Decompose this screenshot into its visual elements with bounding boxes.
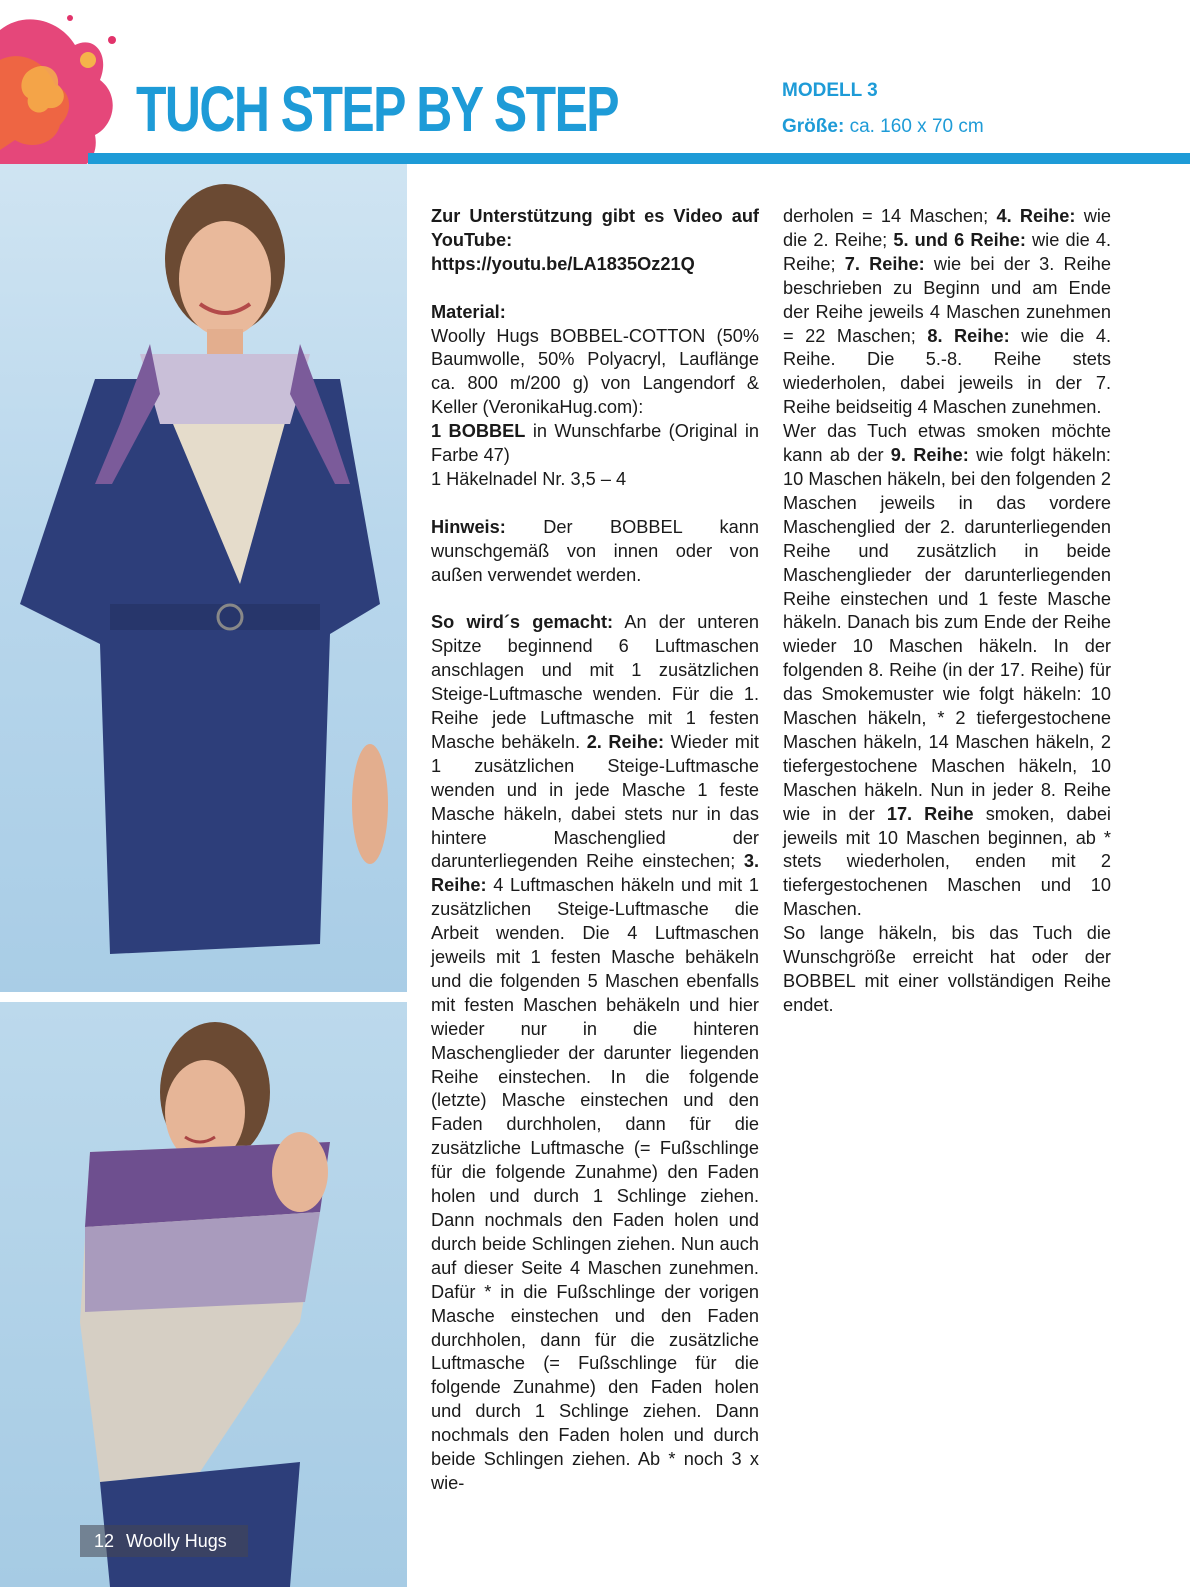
row56-label: 5. und 6 Reihe: [893, 229, 1026, 250]
row7-label: 7. Reihe: [844, 253, 925, 274]
hint-text: Der BOBBEL kann wunschgemäß von innen oder von außen verwendet werden. [431, 516, 759, 585]
video-heading: Zur Unterstützung gibt es Video auf YouTube: https://youtu.be/LA1835Oz21Q [431, 206, 759, 274]
how-text: An der unteren Spitze beginnend 6 Luftmaschen anschlagen und mit 1 zusätzlichen Steige-Luftmasche wenden. Für die 1. Reihe jede Luftmasche mit 1 festen Masche behäkeln. [431, 612, 759, 752]
row2-text: Wieder mit 1 zusätzlichen Steige-Luftmasche wenden und in jede Masche 1 feste Masche häkeln, dabei stets nur in das hintere Maschenglied der darunterliegenden Reihe einstechen; [431, 731, 759, 872]
col2-text-4: wie bei der 3. Reihe beschrieben zu Beginn und am Ende der Reihe jeweils 4 Maschen zunehmen = 22 Maschen; [783, 253, 1112, 346]
hint-label: Hinweis: [431, 516, 506, 537]
model-label: MODELL 3 [782, 80, 878, 101]
col2-text-2: wie die 2. Reihe; [783, 206, 1112, 250]
col2-text-9: So lange häkeln, bis das Tuch die Wunschgröße erreicht hat oder der BOBBEL mit einer vollständigen Reihe endet. [783, 923, 1111, 1015]
size-label: Größe: [782, 116, 845, 137]
how-label: So wird´s gemacht: [431, 612, 614, 633]
col2-text-8: smoken, dabei jeweils mit 10 Maschen beginnen, ab * stets wiederholen, enden mit 2 tiefergestochenen Maschen und 10 Maschen. [783, 803, 1111, 920]
row3-label: 3. Reihe: [431, 851, 760, 896]
material-heading: Material: [431, 301, 506, 322]
material-text: Woolly Hugs BOBBEL-COTTON (50% Baumwolle, 50% Polyacryl, Lauflänge ca. 800 m/200 g) von Langendorf & Keller (VeronikaHug.com): [431, 325, 759, 418]
bobbel-text: in Wunschfarbe (Original in Farbe 47) [431, 421, 759, 466]
page-footer [80, 1525, 248, 1557]
col2-text-7: wie folgt häkeln: 10 Maschen häkeln, bei den folgenden 2 Maschen jeweils in das vordere Maschenglied der 2. darunterliegenden Reihe und zusätzlich in beide Maschenglieder der darunterliegenden Reihe einstechen und 1 feste Masche häkeln. Danach bis zum Ende der Reihe wieder 10 Maschen häkeln. In der folgenden 8. Reihe (in der 17. Reihe) für das Smokemuster wie folgt häkeln: 10 Maschen häkeln, * 2 tiefergestochene Maschen häkeln, 14 Maschen häkeln, 2 tiefergestochene Maschen häkeln, 10 Maschen häkeln. Nun in jeder 8. Reihe wie in der [783, 445, 1111, 824]
brand-name: Woolly Hugs [126, 1530, 227, 1551]
col2-text-3: wie die 4. Reihe; [783, 229, 1112, 274]
model-photo-front [0, 164, 407, 992]
row8-label: 8. Reihe: [927, 325, 1010, 346]
col2-text-1: derholen = 14 Maschen; [783, 206, 989, 226]
bobbel-bold: 1 BOBBEL [431, 421, 526, 442]
instructions-column-2 [783, 205, 1111, 1018]
col2-text-5: wie die 4. Reihe. Die 5.-8. Reihe stets wiederholen, dabei jeweils in der 7. Reihe beidseitig 4 Maschen zunehmen. [783, 325, 1111, 418]
row17-label: 17. Reihe [886, 803, 974, 824]
row4-label: 4. Reihe: [996, 206, 1076, 226]
page-number: 12 [94, 1530, 115, 1551]
model-photo-back [0, 1002, 407, 1587]
needle-text: 1 Häkelnadel Nr. 3,5 – 4 [431, 468, 627, 489]
model-info [782, 80, 984, 138]
row2-label: 2. Reihe: [586, 731, 664, 752]
row3-text: 4 Luftmaschen häkeln und mit 1 zusätzlichen Steige-Luftmasche die Arbeit wenden. Die 4 Luftmaschen jeweils mit 1 festen Masche behäkeln und die folgenden 5 Maschen ebenfalls mit festen Maschen behäkeln und hier wieder nur in die hinteren Maschenglieder der darunter liegenden Reihe einstechen. In die folgende (letzte) Masche einstechen und den Faden durchholen, dann für die zusätzliche Luftmasche (= Fußschlinge für die folgende Zunahme) den Faden holen und durch 1 Schlinge ziehen. Dann nochmals den Faden holen und durch beide Schlingen ziehen. Nun auch auf dieser Seite 4 Maschen zunehmen. Dafür * in die Fußschlinge der vorigen Masche einstechen und den Faden durchholen, dann für die zusätzliche Luftmasche (= Fußschlinge für die folgende Zunahme) den Faden holen und durch 1 Schlinge ziehen. Dann nochmals den Faden holen und durch beide Schlingen ziehen. Ab * noch 3 x wie- [431, 875, 759, 1493]
row9-label: 9. Reihe: [890, 445, 969, 466]
col2-text-6: Wer das Tuch etwas smoken möchte kann ab der [783, 421, 1111, 466]
instructions-column-1 [431, 205, 759, 1496]
page-title: TUCH STEP BY STEP [136, 73, 619, 145]
size-value: ca. 160 x 70 cm [849, 116, 984, 137]
header-divider [88, 153, 1190, 164]
